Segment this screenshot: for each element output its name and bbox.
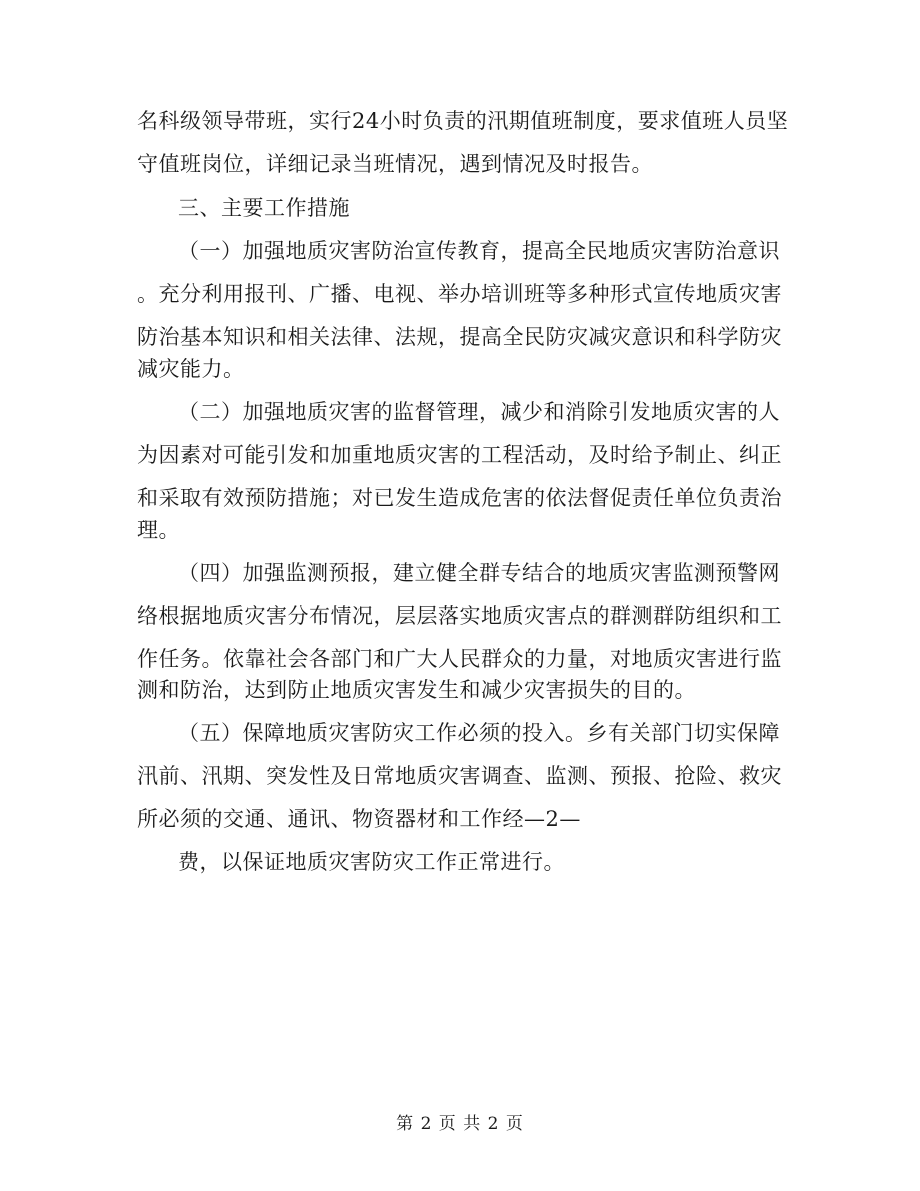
text-line: 减灾能力。	[137, 357, 245, 381]
text-line: 。充分利用报刊、广播、电视、举办培训班等多种形式宣传地质灾害	[137, 282, 782, 306]
text-line: 络根据地质灾害分布情况，层层落实地质灾害点的群测群防组织和工	[137, 604, 782, 628]
text-line: 理。	[137, 518, 180, 542]
text-line: 作任务。依靠社会各部门和广大人民群众的力量，对地质灾害进行监	[137, 647, 782, 671]
text-line: 名科级领导带班，实行24小时负责的汛期值班制度，要求值班人员坚	[137, 109, 789, 133]
text-line: 为因素对可能引发和加重地质灾害的工程活动，及时给予制止、纠正	[137, 443, 782, 467]
text-line: 费，以保证地质灾害防灾工作正常进行。	[178, 850, 565, 874]
text-line: （二）加强地质灾害的监督管理，减少和消除引发地质灾害的人	[178, 400, 780, 424]
text-line: 所必须的交通、通讯、物资器材和工作经—2—	[137, 807, 581, 831]
text-line: 和采取有效预防措施；对已发生造成危害的依法督促责任单位负责治	[137, 486, 782, 510]
text-line: 防治基本知识和相关法律、法规，提高全民防灾减灾意识和科学防灾	[137, 325, 782, 349]
text-line: 守值班岗位，详细记录当班情况，遇到情况及时报告。	[137, 152, 653, 176]
text-line: 测和防治，达到防止地质灾害发生和减少灾害损失的目的。	[137, 678, 696, 702]
section-heading: 三、主要工作措施	[178, 196, 350, 220]
text-line: 汛前、汛期、突发性及日常地质灾害调查、监测、预报、抢险、救灾	[137, 764, 782, 788]
text-line: （一）加强地质灾害防治宣传教育，提高全民地质灾害防治意识	[178, 239, 780, 263]
text-line: （四）加强监测预报，建立健全群专结合的地质灾害监测预警网	[178, 561, 780, 585]
text-line: （五）保障地质灾害防灾工作必须的投入。乡有关部门切实保障	[178, 721, 780, 745]
page-number: 第 2 页 共 2 页	[396, 1114, 524, 1134]
